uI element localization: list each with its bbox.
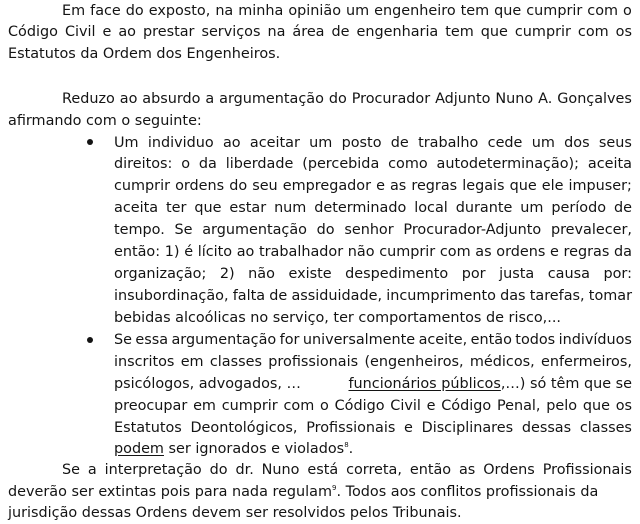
bullet-1-line-4: aceita ter que estar num determinado local durante um período de [114,200,632,216]
paragraph-3-line-2 [8,481,632,503]
bullet-1-line-2: direitos: o da liberdade (percebida como autodeterminação); aceita [114,156,632,172]
bullet-2-line-6-text: ser ignorados e violados [163,441,345,457]
bullet-1-line-3: cumprir ordens do seu empregador e as regras legais que ele impuser; [114,178,632,194]
bullet-2-line-6 [114,438,353,460]
bullet-1-line-7: organização; 2) não existe despedimento por justa causa por: [114,266,632,282]
paragraph-3-line-3: jurisdição dessas Ordens devem ser resolvidos pelos Tribunais. [8,505,462,521]
bullet-1-line-6: então: 1) é lícito ao trabalhador não cumprir com as ordens e regras da [114,244,632,260]
paragraph-3-line-2-rest: . Todos aos conflitos profissionais da [336,484,599,500]
bullet-point-2 [87,337,93,343]
bullet-2-line-3 [114,373,632,395]
bullet-2-line-3-rest: ,…) só têm que se [500,376,632,392]
bullet-point-1 [87,139,93,145]
paragraph-3-line-2-start: deverão ser extintas pois para nada regulam [8,484,333,500]
bullet-1-line-1: Um individuo ao aceitar um posto de trabalho cede um dos seus [114,135,632,151]
bullet-2-line-2: inscritos em classes profissionais (engenheiros, médicos, enfermeiros, [114,354,632,370]
bullet-2-line-4: preocupar em cumprir com o Código Civil e Código Penal, pelo que os [114,398,632,414]
paragraph-1-line-3: Estatutos da Ordem dos Engenheiros. [8,46,281,62]
bullet-1-line-9: bebidas alcoólicas no serviço, ter comportamentos de risco,... [114,310,561,326]
bullet-1-line-5: tempo. Se argumentação do senhor Procurador-Adjunto prevalecer, [114,222,632,238]
footnote-ref-9[interactable]: 9 [332,484,337,493]
bullet-2-line-5: Estatutos Deontológicos, Profissionais e Disciplinares dessas classes [114,420,632,436]
underlined-phrase-funcionarios-publicos: funcionários públicos [348,376,501,392]
footnote-ref-8[interactable]: 8 [344,441,349,450]
paragraph-1-line-1: Em face do exposto, na minha opinião um engenheiro tem que cumprir com o [62,3,632,19]
bullet-1-line-8: insubordinação, falta de assiduidade, incumprimento das tarefas, tomar [114,288,632,304]
paragraph-2-line-2: afirmando com o seguinte: [8,113,202,129]
paragraph-3-line-1: Se a interpretação do dr. Nuno está correta, então as Ordens Profissionais [62,462,632,478]
paragraph-1-line-2: Código Civil e ao prestar serviços na área de engenharia tem que cumprir com os [8,24,632,40]
bullet-2-line-6-period: . [348,441,354,457]
bullet-2-line-1: Se essa argumentação for universalmente aceite, então todos indivíduos [114,332,632,348]
paragraph-2-line-1: Reduzo ao absurdo a argumentação do Procurador Adjunto Nuno A. Gonçalves [62,91,632,107]
bullet-2-line-3-start: psicólogos, advogados, … [114,376,301,392]
underlined-word-podem: podem [114,441,164,457]
